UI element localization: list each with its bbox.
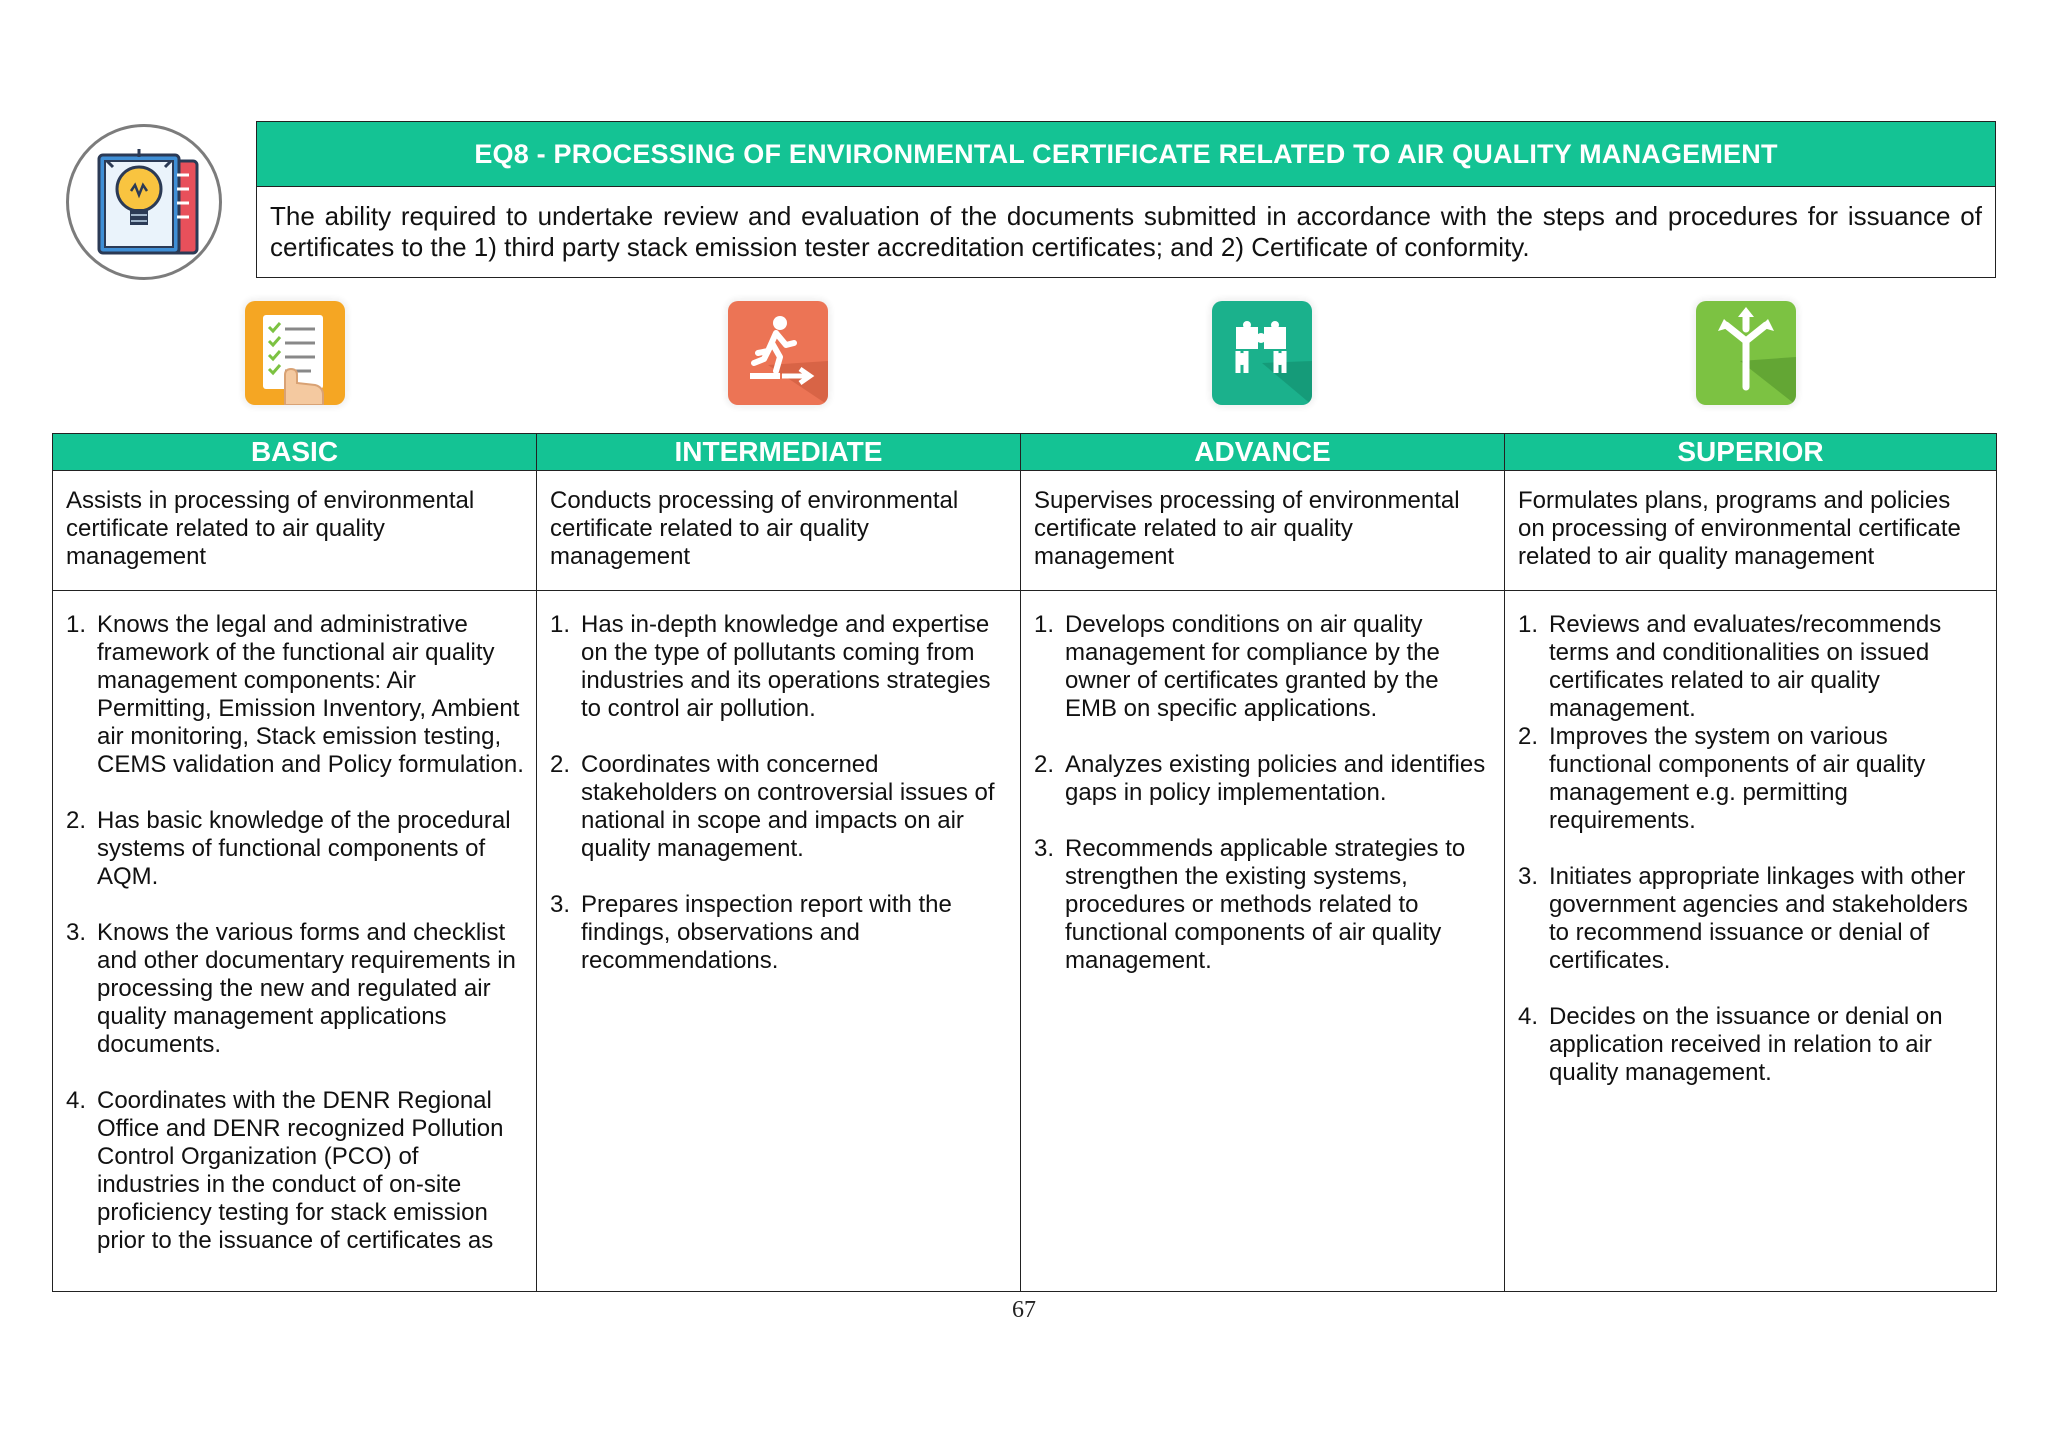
level-description-row [53, 471, 1997, 591]
intermediate-level-icon [718, 290, 840, 420]
list-item: 3. Recommends applicable strategies to strengthen the existing systems, procedures or methods related to functional components of air quality management. [1034, 835, 1466, 974]
list-item: 2. Analyzes existing policies and identifies gaps in policy implementation. [1034, 751, 1486, 806]
list-item: 2. Improves the system on various functional components of air quality management e.g. permitting requirements. [1518, 723, 1926, 834]
competency-logo [66, 124, 222, 280]
list-item: 1. Develops conditions on air quality management for compliance by the owner of certificates granted by the EMB on specific applications. [1034, 611, 1440, 722]
page-number: 67 [1012, 1297, 1036, 1323]
list-item: 2. Has basic knowledge of the procedural systems of functional components of AQM. [66, 807, 511, 890]
advance-level-icon [1202, 290, 1324, 420]
level-description-superior: Formulates plans, programs and policies on processing of environmental certificate related to air quality management [1505, 471, 1997, 591]
basic-level-icon [235, 290, 357, 420]
split-direction-arrows-icon [1696, 301, 1796, 405]
competency-description: The ability required to undertake review and evaluation of the documents submitted in accordance with the steps and procedures for issuance of certificates to the 1) third party stack emission tester accreditation certificates; and 2) Certificate of conformity. [270, 201, 1982, 262]
superior-level-icon [1686, 290, 1808, 420]
level-description-advance: Supervises processing of environmental certificate related to air quality management [1021, 471, 1505, 591]
level-description-intermediate: Conducts processing of environmental certificate related to air quality management [537, 471, 1021, 591]
team-puzzle-icon [1212, 301, 1312, 405]
list-item: 1. Knows the legal and administrative framework of the functional air quality management components: Air Permitting, Emission Inventory, Ambient air monitoring, Stack emission testing, CEMS validation and Policy formulation. [66, 611, 524, 778]
list-item: 3. Prepares inspection report with the findings, observations and recommendations. [550, 891, 952, 974]
indicators-intermediate [537, 591, 1021, 1292]
level-header-basic: BASIC [53, 434, 537, 471]
level-header-advance: ADVANCE [1021, 434, 1505, 471]
competency-header [256, 121, 1996, 278]
list-item: 4. Coordinates with the DENR Regional Office and DENR recognized Pollution Control Organization (PCO) of industries in the conduct of on-site proficiency testing for stack emission prior to the issuance of certificates as [66, 1087, 504, 1254]
list-item: 1. Has in-depth knowledge and expertise on the type of pollutants coming from industries and its operations strategies to control air pollution. [550, 611, 991, 722]
list-item: 4. Decides on the issuance or denial on application received in relation to air quality management. [1518, 1003, 1943, 1086]
level-description-basic: Assists in processing of environmental certificate related to air quality management [53, 471, 537, 591]
list-item: 2. Coordinates with concerned stakeholders on controversial issues of national in scope and impacts on air quality management. [550, 751, 995, 862]
level-header-row [53, 434, 1997, 471]
running-exit-icon [728, 301, 828, 405]
list-item: 3. Initiates appropriate linkages with other government agencies and stakeholders to recommend issuance or denial of certificates. [1518, 863, 1968, 974]
proficiency-levels-table [52, 433, 1997, 1292]
checklist-hand-icon [245, 301, 345, 405]
lightbulb-book-icon [91, 145, 203, 263]
level-header-intermediate: INTERMEDIATE [537, 434, 1021, 471]
indicators-advance [1021, 591, 1505, 1292]
competency-title: EQ8 - PROCESSING OF ENVIRONMENTAL CERTIFICATE RELATED TO AIR QUALITY MANAGEMENT [257, 122, 1995, 187]
level-header-superior: SUPERIOR [1505, 434, 1997, 471]
list-item: 1. Reviews and evaluates/recommends terms and conditionalities on issued certificates related to air quality management. [1518, 611, 1942, 722]
behavioral-indicators-row [53, 591, 1997, 1292]
list-item: 3. Knows the various forms and checklist and other documentary requirements in processing the new and regulated air quality management applications documents. [66, 919, 516, 1058]
indicators-superior [1505, 591, 1997, 1292]
indicators-basic [53, 591, 537, 1292]
